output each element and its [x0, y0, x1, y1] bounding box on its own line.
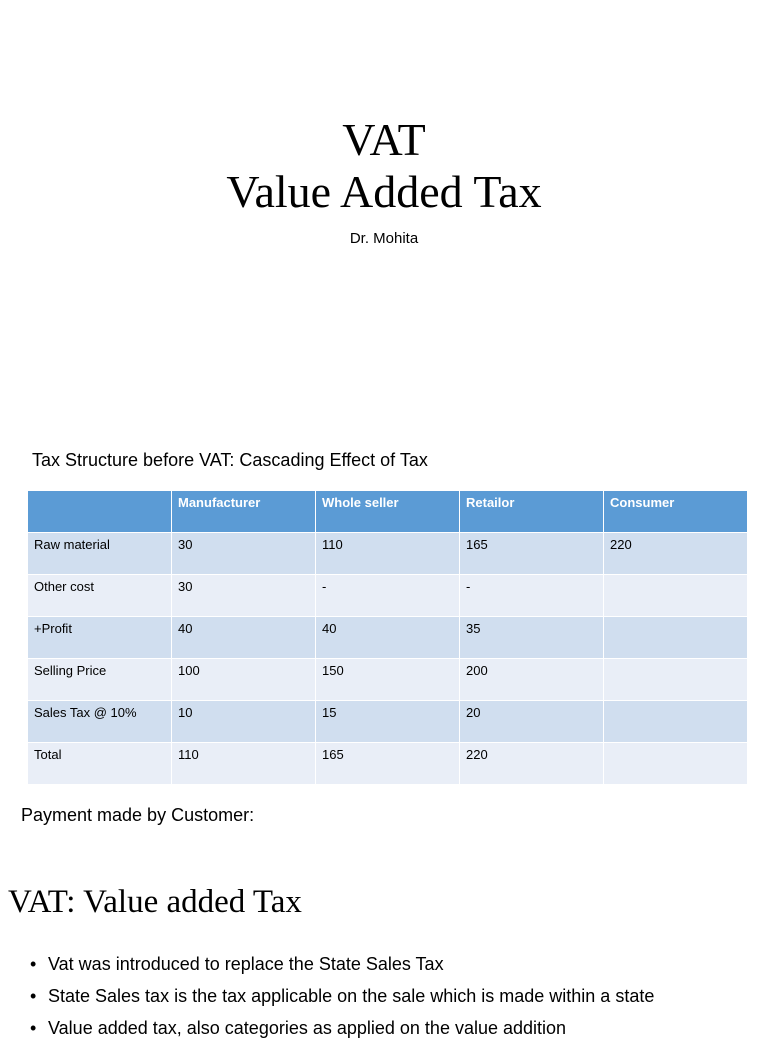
table-cell: 200	[460, 659, 604, 701]
author-name: Dr. Mohita	[349, 230, 419, 247]
bullet-icon: •	[30, 1018, 37, 1038]
table-cell: Other cost	[28, 575, 172, 617]
table-cell	[604, 617, 748, 659]
table-cell	[604, 575, 748, 617]
table-cell: 100	[172, 659, 316, 701]
table-row	[28, 575, 748, 617]
table-cell: 40	[316, 617, 460, 659]
table-cell: 110	[316, 533, 460, 575]
table-row	[28, 533, 748, 575]
table-cell: Raw material	[28, 533, 172, 575]
section-heading: VAT: Value added Tax	[8, 884, 302, 920]
tax-structure-table	[27, 490, 748, 785]
table-cell: 165	[460, 533, 604, 575]
list-item-text: State Sales tax is the tax applicable on the sale which is made within a state	[48, 986, 655, 1006]
table-cell: Selling Price	[28, 659, 172, 701]
header-cell: Consumer	[604, 491, 748, 533]
table-cell: 220	[604, 533, 748, 575]
table-cell: 150	[316, 659, 460, 701]
table-cell	[604, 659, 748, 701]
list-item	[30, 984, 654, 1016]
table-cell: 15	[316, 701, 460, 743]
table-cell: 110	[172, 743, 316, 785]
bullet-list	[30, 952, 654, 1048]
table-cell: 30	[172, 533, 316, 575]
table-row	[28, 659, 748, 701]
table-header-row	[28, 491, 748, 533]
table-cell	[604, 743, 748, 785]
table-row	[28, 743, 748, 785]
table-cell: 220	[460, 743, 604, 785]
list-item-text: Value added tax, also categories as applied on the value addition	[48, 1018, 567, 1038]
header-cell: Retailor	[460, 491, 604, 533]
bullet-icon: •	[30, 954, 37, 974]
table-cell: +Profit	[28, 617, 172, 659]
table-cell: 35	[460, 617, 604, 659]
payment-note: Payment made by Customer:	[21, 805, 255, 825]
table-row	[28, 701, 748, 743]
header-cell: Whole seller	[316, 491, 460, 533]
table-cell: 40	[172, 617, 316, 659]
list-item-text: Vat was introduced to replace the State Sales Tax	[48, 954, 444, 974]
table-title: Tax Structure before VAT: Cascading Effect of Tax	[32, 450, 428, 470]
table-cell: Total	[28, 743, 172, 785]
list-item	[30, 952, 654, 984]
header-cell	[28, 491, 172, 533]
table-cell: -	[460, 575, 604, 617]
table-cell: 30	[172, 575, 316, 617]
table-row	[28, 617, 748, 659]
slide-title-line2: Value Added Tax	[226, 166, 542, 217]
table-cell	[604, 701, 748, 743]
bullet-icon: •	[30, 986, 37, 1006]
slide-title-line1: VAT	[342, 114, 426, 165]
table-cell: -	[316, 575, 460, 617]
header-cell: Manufacturer	[172, 491, 316, 533]
list-item	[30, 1016, 654, 1048]
table-cell: 165	[316, 743, 460, 785]
table-cell: 10	[172, 701, 316, 743]
table-cell: Sales Tax @ 10%	[28, 701, 172, 743]
table-cell: 20	[460, 701, 604, 743]
